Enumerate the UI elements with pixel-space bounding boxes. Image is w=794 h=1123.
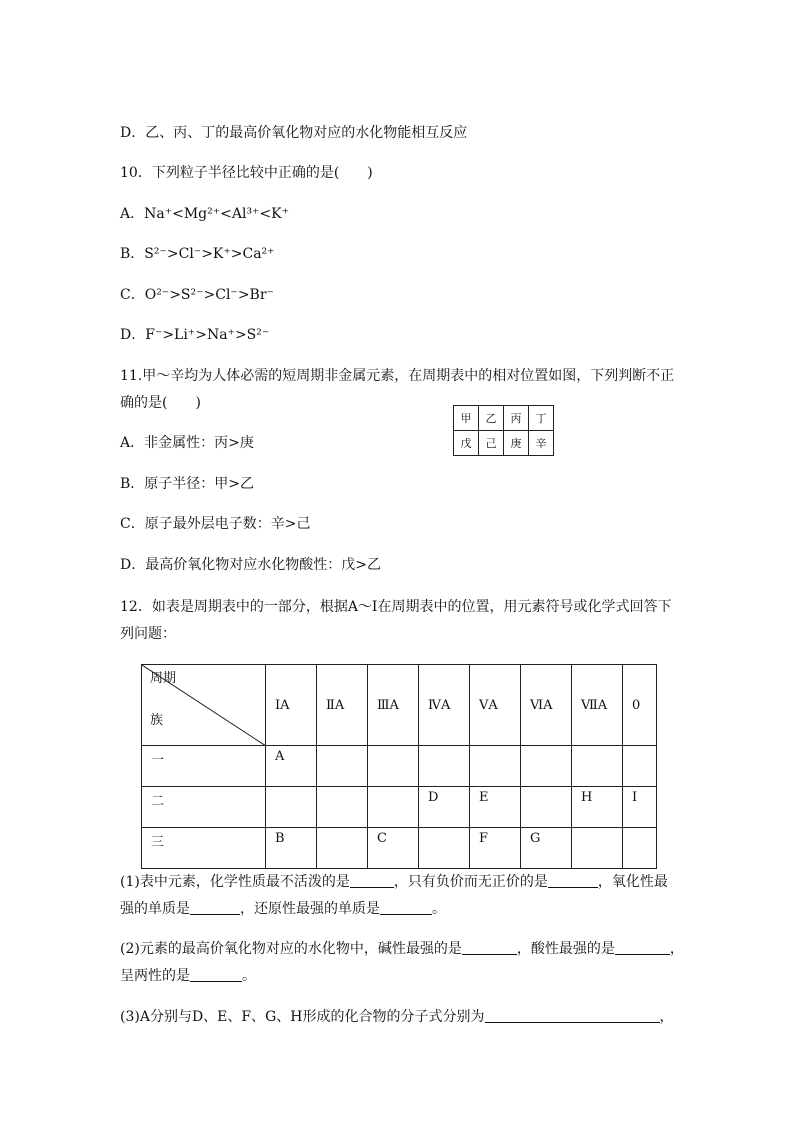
element-cell	[368, 787, 419, 828]
element-cell: D	[419, 787, 470, 828]
text: ，还原性最强的单质是	[240, 901, 380, 917]
element-cell	[368, 746, 419, 787]
answer-blank[interactable]	[190, 967, 242, 982]
q9-option-d: D．乙、丙、丁的最高价氧化物对应的水化物能相互反应	[120, 125, 468, 141]
period-label: 一	[142, 746, 266, 787]
period-label: 三	[142, 828, 266, 869]
element-cell: F	[470, 828, 521, 869]
element-cell	[572, 828, 623, 869]
q12-part1-line1	[120, 873, 668, 891]
group-header: ⅡA	[317, 665, 368, 746]
element-cell	[521, 787, 572, 828]
element-cell: C	[368, 828, 419, 869]
element-cell	[623, 746, 657, 787]
q11-option-c: C．原子最外层电子数：辛>己	[120, 516, 311, 532]
text: 。	[432, 901, 446, 917]
element-cell	[521, 746, 572, 787]
group-header: ⅠA	[266, 665, 317, 746]
q10-option-b: B．S²⁻>Cl⁻>K⁺>Ca²⁺	[120, 246, 275, 262]
q12-stem-line2: 列问题：	[120, 626, 176, 642]
table-row	[142, 828, 657, 869]
grid-cell: 辛	[529, 431, 554, 456]
q10-option-c: C．O²⁻>S²⁻>Cl⁻>Br⁻	[120, 287, 274, 303]
text: (3)A分别与D、E、F、G、H形成的化合物的分子式分别为	[120, 1009, 485, 1025]
text: (1)表中元素，化学性质最不活泼的是	[120, 874, 350, 890]
element-cell	[317, 787, 368, 828]
table-header-row	[142, 665, 657, 746]
text: ，	[669, 941, 684, 957]
periodic-table	[141, 664, 657, 869]
text: ，	[659, 1009, 674, 1025]
group-header: ⅢA	[368, 665, 419, 746]
diagonal-header-cell	[142, 665, 266, 746]
group-header: ⅦA	[572, 665, 623, 746]
element-cell	[317, 828, 368, 869]
grid-cell: 庚	[504, 431, 529, 456]
element-cell	[572, 746, 623, 787]
q11-stem-line2: 确的是( )	[120, 395, 201, 411]
text: ，只有负价而无正价的是	[393, 874, 548, 890]
table-row	[142, 787, 657, 828]
group-header: ⅤA	[470, 665, 521, 746]
header-period-label: 周期	[150, 671, 177, 686]
grid-cell: 乙	[479, 406, 504, 431]
element-cell	[623, 828, 657, 869]
element-cell: E	[470, 787, 521, 828]
grid-cell: 己	[479, 431, 504, 456]
q11-stem-line1: 11.甲～辛均为人体必需的短周期非金属元素，在周期表中的相对位置如图，下列判断不正	[120, 368, 675, 384]
q10-stem: 10．下列粒子半径比较中正确的是( )	[120, 165, 373, 181]
table-row	[142, 746, 657, 787]
answer-blank[interactable]	[615, 940, 670, 955]
group-header: ⅥA	[521, 665, 572, 746]
grid-cell: 甲	[454, 406, 479, 431]
q11-option-a: A．非金属性：丙>庚	[120, 435, 254, 451]
q11-option-d: D．最高价氧化物对应水化物酸性：戊>乙	[120, 557, 381, 573]
element-cell	[317, 746, 368, 787]
period-label: 二	[142, 787, 266, 828]
q12-part1-line2	[120, 900, 446, 918]
q10-option-d: D．F⁻>Li⁺>Na⁺>S²⁻	[120, 327, 270, 343]
q10-option-a: A．Na⁺<Mg²⁺<Al³⁺<K⁺	[120, 206, 290, 222]
element-cell	[266, 787, 317, 828]
element-cell: B	[266, 828, 317, 869]
element-cell	[470, 746, 521, 787]
grid-cell: 丙	[504, 406, 529, 431]
text: 。	[242, 968, 256, 984]
header-group-label: 族	[150, 713, 164, 728]
group-header: 0	[623, 665, 657, 746]
q12-part2-line1	[120, 940, 684, 958]
element-cell: A	[266, 746, 317, 787]
grid-cell: 戊	[454, 431, 479, 456]
group-header: ⅣA	[419, 665, 470, 746]
element-cell	[419, 746, 470, 787]
answer-blank[interactable]	[380, 900, 432, 915]
answer-blank[interactable]	[190, 900, 240, 915]
answer-blank[interactable]	[485, 1008, 660, 1023]
element-cell	[419, 828, 470, 869]
q11-position-grid	[453, 405, 554, 456]
q12-part3-line1	[120, 1008, 674, 1026]
text: 呈两性的是	[120, 968, 190, 984]
answer-blank[interactable]	[548, 873, 598, 888]
q12-part2-line2	[120, 967, 256, 985]
element-cell: G	[521, 828, 572, 869]
text: (2)元素的最高价氧化物对应的水化物中，碱性最强的是	[120, 941, 462, 957]
grid-row	[454, 431, 554, 456]
q11-option-b: B．原子半径：甲>乙	[120, 476, 255, 492]
element-cell: H	[572, 787, 623, 828]
answer-blank[interactable]	[350, 873, 394, 888]
grid-row	[454, 406, 554, 431]
text: ，氧化性最	[597, 874, 668, 890]
text: ，酸性最强的是	[516, 941, 615, 957]
element-cell: I	[623, 787, 657, 828]
answer-blank[interactable]	[462, 940, 517, 955]
grid-cell: 丁	[529, 406, 554, 431]
text: 强的单质是	[120, 901, 190, 917]
q12-stem-line1: 12．如表是周期表中的一部分，根据A～I在周期表中的位置，用元素符号或化学式回答下	[120, 599, 672, 615]
